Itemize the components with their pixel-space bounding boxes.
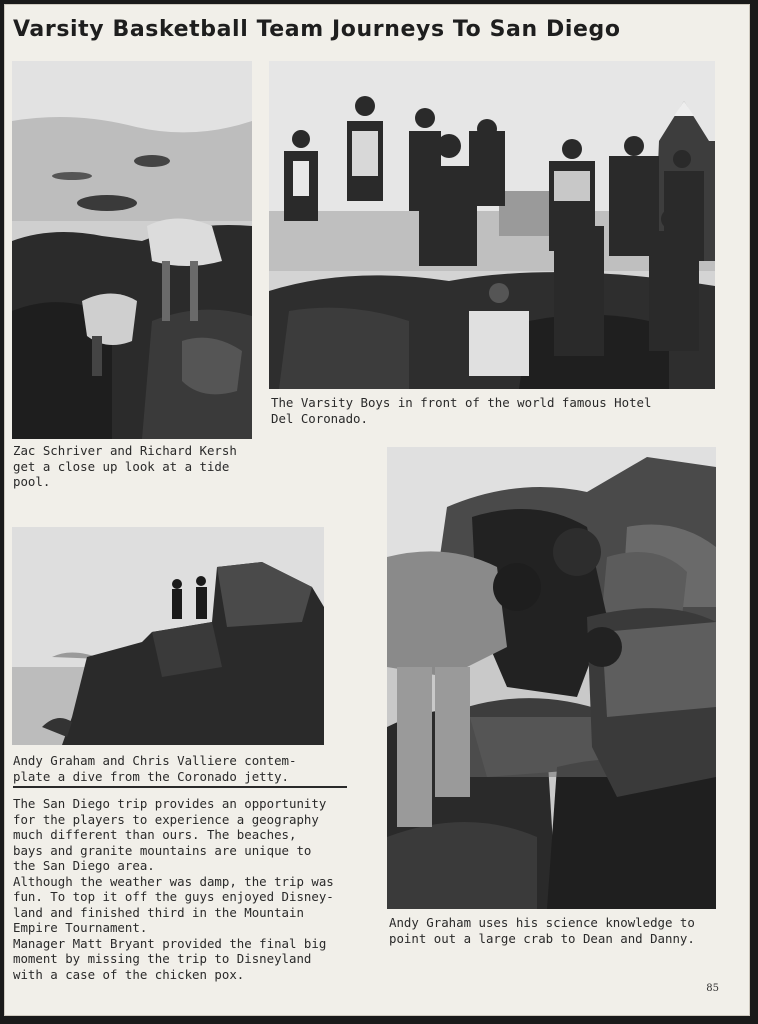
photo-hotel-group [269, 61, 715, 389]
photo-jetty [12, 527, 324, 745]
caption-tide-pool: Zac Schriver and Richard Kersh get a close up look at a tide pool. [13, 443, 237, 489]
caption-divider [13, 786, 347, 788]
caption-jetty: Andy Graham and Chris Valliere contem- plate a dive from the Coronado jetty. [13, 753, 297, 784]
page-number: 85 [706, 983, 719, 994]
photo-crab-rocks [387, 447, 716, 909]
page-headline: Varsity Basketball Team Journeys To San Diego [13, 17, 621, 42]
article-body: The San Diego trip provides an opportunity for the players to experience a geography much different than ours. The beaches, bays and granite mountains are unique to the San Diego area. Although the weather was damp, the trip was fun. To top it off the guys enjoyed Disney- land and finished third in the Mountain Empire Tournament. Manager Matt Bryant provided the final big moment by missing the trip to Disneyland with a case of the chicken pox. [13, 796, 334, 982]
caption-hotel-group: The Varsity Boys in front of the world famous Hotel Del Coronado. [271, 395, 652, 426]
photo-tide-pool [12, 61, 252, 439]
yearbook-page [4, 4, 750, 1016]
caption-crab-rocks: Andy Graham uses his science knowledge to point out a large crab to Dean and Danny. [389, 915, 695, 946]
